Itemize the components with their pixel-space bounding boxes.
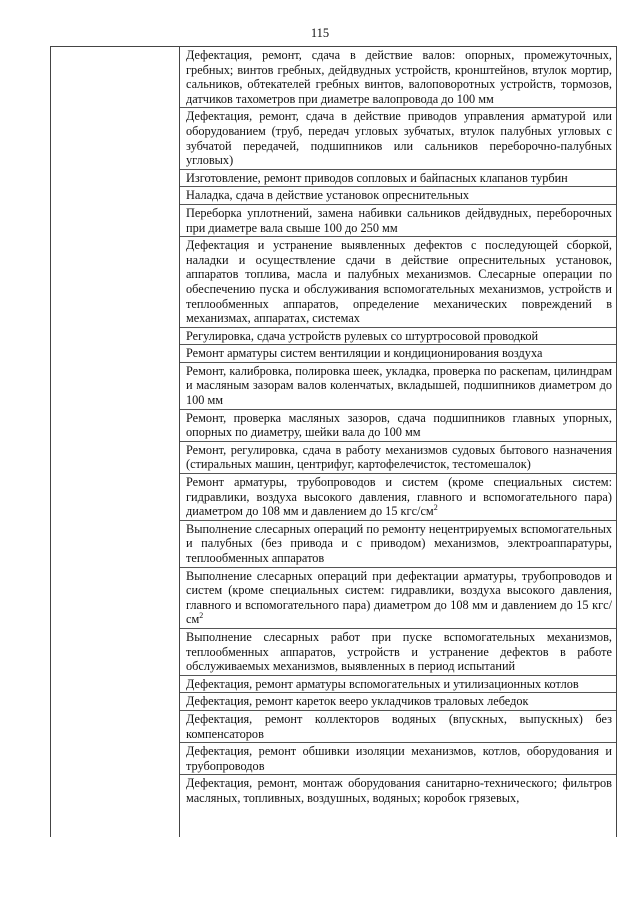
table-row [180,629,616,676]
row-text: Изготовление, ремонт приводов сопловых и байпасных клапанов турбин [186,170,568,185]
row-text: Дефектация, ремонт кареток вееро укладчиков траловых лебедок [186,694,529,709]
table-row [180,693,616,711]
table-row [180,410,616,442]
table-row [180,442,616,474]
table-row [180,474,616,521]
table-row [180,205,616,237]
row-text: Дефектация, ремонт обшивки изоляции механизмов, котлов, оборудования и трубопроводов [186,744,612,773]
page-number: 115 [310,26,330,40]
row-text: Выполнение слесарных работ при пуске вспомогательных механизмов, теплообменных аппаратов, устройств и устранение дефектов в работе обслуживаемых механизмов, выявленных в период испытаний [186,629,612,674]
row-text: Выполнение слесарных операций по ремонту нецентрируемых вспомогательных и палубных (без привода и с приводом) механизмов, электроаппаратуры, теплообменных аппаратов [186,521,612,565]
table-row [180,187,616,205]
table-row [180,108,616,169]
row-text: Ремонт арматуры систем вентиляции и кондиционирования воздуха [186,346,543,361]
row-text: Выполнение слесарных операций при дефектации арматуры, трубопроводов и систем (кроме специальных систем: гидравлики, воздуха высокого давления, главного и вспомогательного пара) диаметром до 108 мм и давлением до 15 кгс/см [186,568,612,627]
table-row [180,521,616,568]
row-text: Ремонт, калибровка, полировка шеек, укладка, проверка по раскепам, цилиндрам и масляным зазорам валов коленчатых, вкладышей, подшипников диаметром до 100 мм [186,363,612,408]
work-list [180,47,616,807]
row-text: Дефектация, ремонт, сдача в действие приводов управления арматурой или оборудованием (труб, передач угловых зубчатых, втулок палубных угловых с зубчатой передачей, подшипников или сальников переборочно-палубных угловых) [186,109,612,168]
table-row [180,47,616,108]
table-row [180,328,616,346]
row-text: Ремонт арматуры, трубопроводов и систем (кроме специальных систем: гидравлики, воздуха высокого давления, главного и вспомогательного пара) диаметром до 108 мм и давлением до 15 кгс/см [186,475,612,519]
row-text: Переборка уплотнений, замена набивки сальников дейдвудных, переборочных при диаметре вала свыше 100 до 250 мм [186,205,612,235]
row-text: Дефектация, ремонт арматуры вспомогательных и утилизационных котлов [186,676,579,691]
table-row [180,363,616,410]
table-row [180,676,616,694]
left-column-empty [51,47,180,837]
table-row [180,237,616,328]
row-text: Наладка, сдача в действие установок опреснительных [186,188,470,203]
table-row [180,568,616,629]
row-text: Регулировка, сдача устройств рулевых со штуртросовой проводкой [186,328,539,343]
table-row [180,743,616,775]
table-row [180,345,616,363]
row-text: Ремонт, регулировка, сдача в работу механизмов судовых бытового назначения (стиральных машин, центрифуг, картофелечисток, тестомешалок) [186,442,612,472]
work-table [50,46,617,837]
row-text: Дефектация, ремонт, монтаж оборудования санитарно-технического; фильтров масляных, топливных, воздушных, водяных; коробок грязевых, [186,776,612,805]
row-text: Ремонт, проверка масляных зазоров, сдача подшипников главных упорных, опорных по диаметру, шейки вала до 100 мм [186,410,612,440]
table-row [180,711,616,743]
row-text: Дефектация, ремонт, сдача в действие валов: опорных, промежуточных, гребных; винтов гребных, дейдвудных устройств, кронштейнов, втулок мортир, сальников, обтекателей гребных винтов, валоповоротных устройств, тормозов, датчиков тахометров при диаметре валопровода до 100 мм [186,48,612,106]
table-row [180,775,616,806]
row-text: Дефектация и устранение выявленных дефектов с последующей сборкой, наладки и осуществление сдачи в действие опреснительных установок, аппаратов топлива, масла и палубных механизмов. Слесарные операции по обеспечению пуска и обслуживания вспомогательных механизмов, устройств и теплообменных аппаратов, определение механических повреждений в механизмах, аппаратах, системах [186,238,612,326]
row-text: Дефектация, ремонт коллекторов водяных (впускных, выпускных) без компенсаторов [186,711,612,741]
table-row [180,170,616,188]
superscript: 2 [433,503,438,513]
superscript: 2 [199,611,204,621]
